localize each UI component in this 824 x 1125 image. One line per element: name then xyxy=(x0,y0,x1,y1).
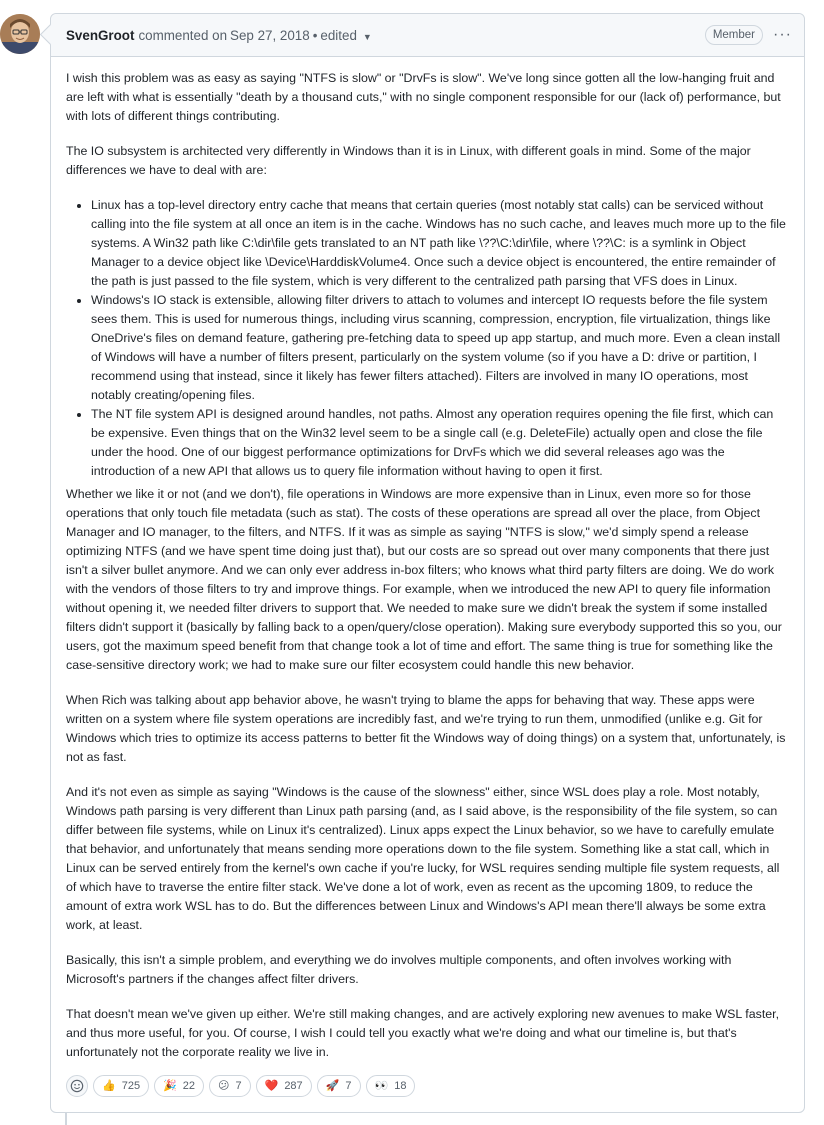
list-item: • The NT file system API is designed around handles, not paths. Almost any operation requires opening the file first, which can be expensive. Even things that on the Win32 level seem to be a single call (e.g. DeleteFile) actually open and close the file under the hood. One of our biggest performance optimizations for DrvFs which we did several releases ago was the introduction of a new API that allows us to query file information without having to open it first. xyxy=(91,405,790,481)
list-item: • Windows's IO stack is extensible, allowing filter drivers to attach to volumes and intercept IO requests before the file system sees them. This is used for numerous things, including virus scanning, compression, encryption, file virtualization, things like OneDrive's files on demand feature, gathering pre-fetching data to speed up app startup, and much more. Even a clean install of Windows will have a number of filters present, particularly on the system volume (so if you have a D: drive or partition, I recommend using that instead, since it likely has fewer filters attached). Filters are involved in many IO operations, most notably creating/opening files. xyxy=(91,291,790,405)
reaction-count: 7 xyxy=(345,1080,352,1092)
differences-list xyxy=(66,196,790,481)
paragraph: And it's not even as simple as saying "Windows is the cause of the slowness" either, since WSL does play a role. Most notably, Windows path parsing is very different than Linux path parsing (and, as I said above, is the responsibility of the file system, so can differ between file systems, while on Linux it's centralized). Linux apps expect the Linux behavior, so we have to carefully emulate that behavior, and unfortunately that means sending more operations down to the file system. Something like a stat call, which in Linux can be served entirely from the kernel's own cache if you're lucky, for WSL requires sending multiple file system requests, all of which have to traverse the entire filter stack. We've done a lot of work, even as recent as the upcoming 1809, to reduce the amount of extra work WSL has to do. But the differences between Linux and Windows's API mean there'll always be some extra work, at least. xyxy=(66,785,780,932)
reaction-count: 287 xyxy=(284,1080,303,1092)
reaction-eyes[interactable] xyxy=(366,1075,416,1097)
paragraph: The IO subsystem is architected very differently in Windows than it is in Linux, with different goals in mind. Some of the major differences we have to deal with are: xyxy=(66,144,751,177)
thumbs-up-icon: 👍 xyxy=(102,1079,116,1092)
comment-date[interactable]: Sep 27, 2018 xyxy=(230,27,310,43)
paragraph: I wish this problem was as easy as saying "NTFS is slow" or "DrvFs is slow". We've long since gotten all the low-hanging fruit and are left with what is essentially "death by a thousand cuts," with no single component responsible for our (lack of) performance, but with lots of different things contributing. xyxy=(66,71,781,123)
reaction-confused[interactable] xyxy=(209,1075,251,1097)
paragraph: Whether we like it or not (and we don't), file operations in Windows are more expensive than in Linux, even more so for those operations that only touch file metadata (such as stat). The costs of these operations are spread all over the place, from Object Manager and IO manager, to the filters, and NTFS. If it was as simple as saying "NTFS is slow," we'd simply spend a release optimizing NTFS (and we have spent time doing just that), but our costs are so spread out over many components that there just isn't a silver bullet anymore. And we can only ever address in-box filters; who knows what third party filters are doing. We do work with the vendors of those filters to try and improve things. For example, when we introduced the new API to query file information without opening it, we needed filter drivers to support that. We needed to make sure we didn't break the system if some installed filters didn't support it (basically by falling back to a open/query/close operation). Making sure everybody supported this so you, our users, got the maximum speed benefit from that change took a lot of time and effort. The same thing is true for something like the case-sensitive directory work; we had to make sure our filter ecosystem could handle this new behavior. xyxy=(66,487,782,672)
reaction-count: 18 xyxy=(394,1080,407,1092)
reaction-thumbs-up[interactable] xyxy=(93,1075,149,1097)
paragraph: That doesn't mean we've given up either. We're still making changes, and are actively exploring new avenues to make WSL faster, and thus more useful, for you. Of course, I wish I could tell you exactly what we're doing and what our timeline is, but that's unfortunately not the corporate reality we live in. xyxy=(66,1007,780,1059)
hooray-icon: 🎉 xyxy=(163,1079,177,1092)
kebab-menu-icon[interactable]: ··· xyxy=(773,26,792,43)
reaction-count: 725 xyxy=(121,1080,141,1092)
reaction-hooray[interactable] xyxy=(154,1075,204,1097)
comment-body xyxy=(51,57,804,1062)
paragraph: When Rich was talking about app behavior above, he wasn't trying to blame the apps for behaving that way. These apps were written on a system where file system operations are incredibly fast, and we're trying to run them, unmodified (unlike e.g. Git for Windows which tries to optimize its access patterns to better fit the Windows way of doing things) on a system that, unfortunately, is not as fast. xyxy=(66,693,786,764)
paragraph: Basically, this isn't a simple problem, and everything we do involves multiple components, and often involves working with Microsoft's partners if the changes affect filter drivers. xyxy=(66,953,732,986)
eyes-icon: 👀 xyxy=(374,1079,389,1092)
reaction-heart[interactable] xyxy=(256,1075,312,1097)
add-reaction-button[interactable] xyxy=(66,1075,88,1097)
reactions-bar xyxy=(66,1075,415,1097)
header-separator: • xyxy=(312,27,318,43)
avatar-image xyxy=(0,14,40,54)
reaction-rocket[interactable] xyxy=(317,1075,361,1097)
list-item: • Linux has a top-level directory entry cache that means that certain queries (most notably stat calls) can be serviced without calling into the file system at all once an item is in the cache. Windows has no such cache, and leaves much more up to the file systems. A Win32 path like C:\dir\file gets translated to an NT path like \??\C:\dir\file, where \??\C: is a symlink in Object Manager to a device object like \Device\HarddiskVolume4. Once such a device object is encountered, the entire remainder of the path is just passed to the file system, which is very different to the centralized path parsing that VFS does in Linux. xyxy=(91,196,790,291)
confused-icon: 😕 xyxy=(218,1079,230,1092)
comment xyxy=(50,13,805,1113)
avatar[interactable] xyxy=(0,14,40,54)
chevron-down-icon: ▼ xyxy=(362,31,372,42)
heart-icon: ❤️ xyxy=(264,1079,279,1092)
rocket-icon: 🚀 xyxy=(325,1079,340,1092)
reaction-count: 7 xyxy=(235,1080,242,1092)
edited-dropdown[interactable] xyxy=(320,28,371,43)
edited-label: edited xyxy=(320,27,357,43)
smiley-icon xyxy=(70,1079,84,1093)
comment-action: commented on xyxy=(138,27,228,43)
comment-header xyxy=(51,14,804,57)
reaction-count: 22 xyxy=(182,1080,196,1092)
author-link[interactable]: SvenGroot xyxy=(66,27,135,43)
member-badge: Member xyxy=(705,25,763,45)
